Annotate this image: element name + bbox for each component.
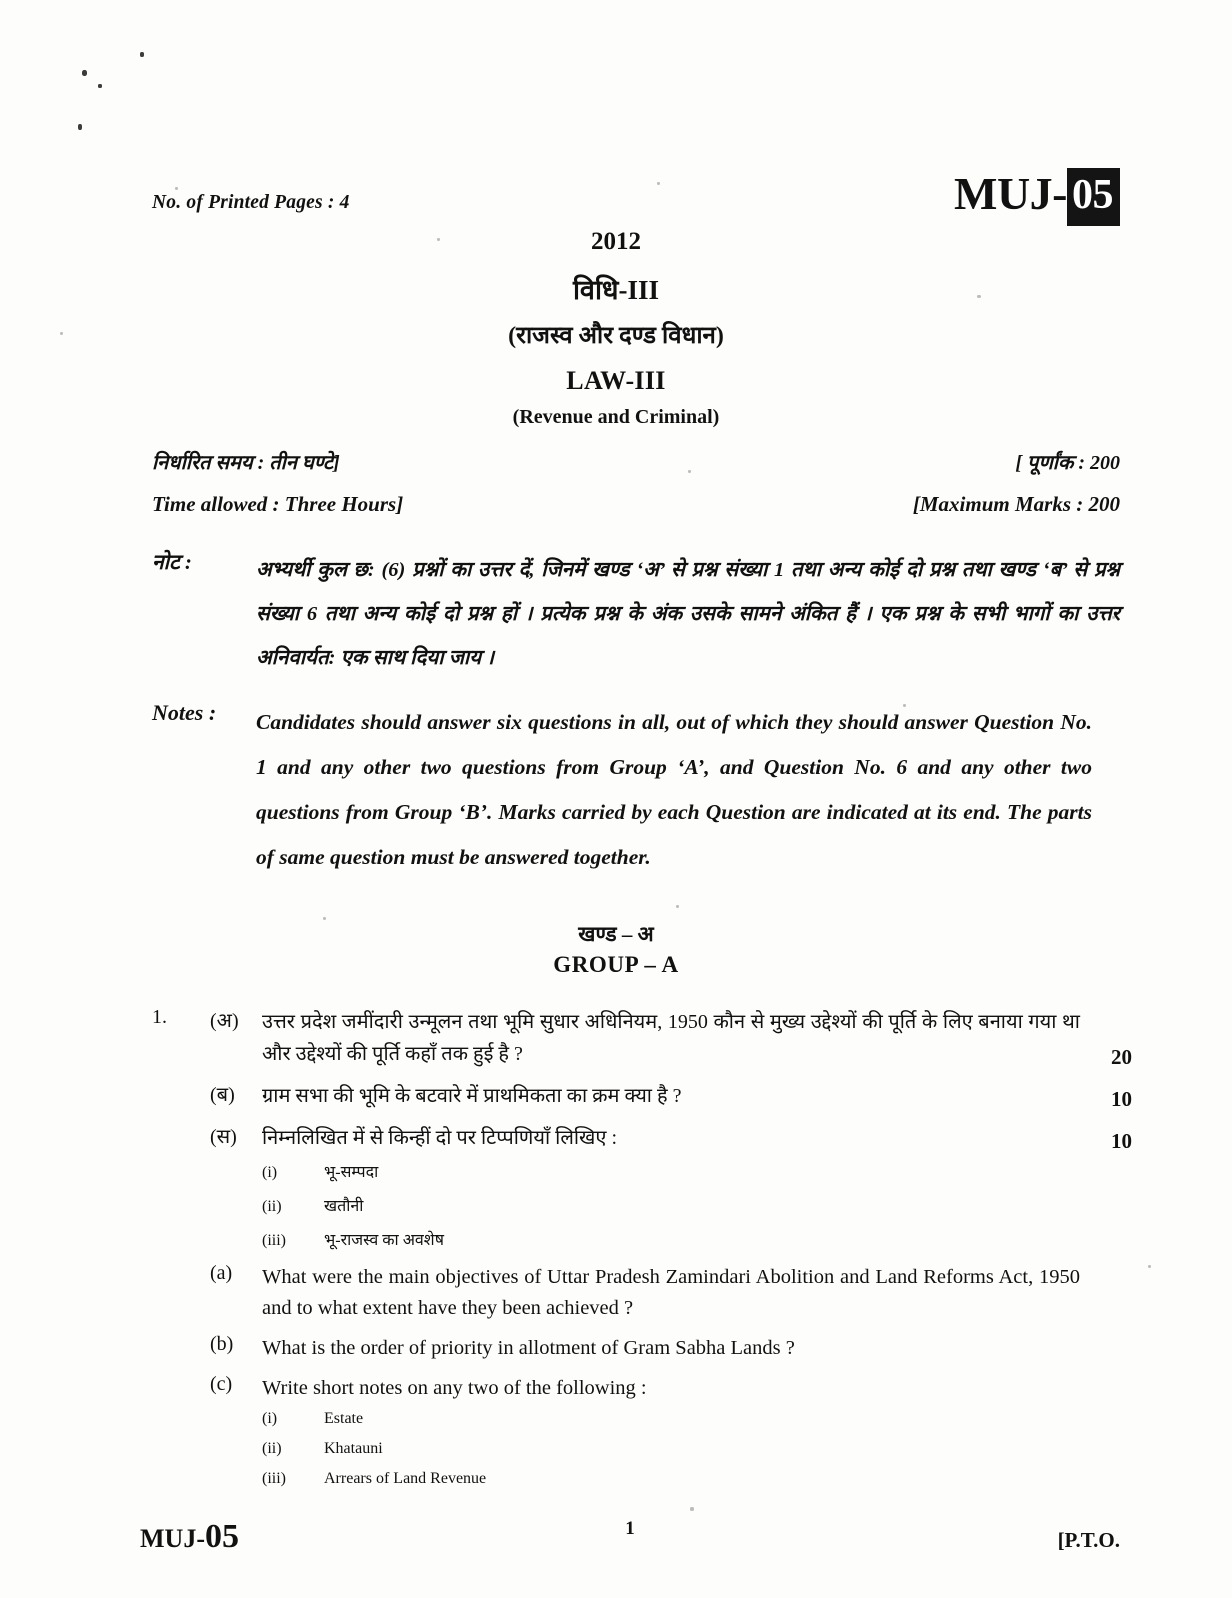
question-1-block [152,1006,1132,1500]
note-english-label: Notes : [152,700,217,725]
note-hindi-label: नोट : [152,550,192,574]
pto-label: [P.T.O. [1057,1528,1120,1552]
subitem-text: Estate [324,1410,364,1427]
question-marks: 10 [1111,1129,1132,1153]
note-hindi-text: अभ्यर्थी कुल छ: (6) प्रश्नों का उत्तर दें, जिनमें खण्ड ‘अ’ से प्रश्न संख्या 1 तथा अन्य कोई दो प्रश्न तथा खण्ड ‘ब’ से प्रश्न संख्या 6 तथा अन्य कोई दो प्रश्न हों । प्रत्येक प्रश्न के अंक उसके सामने अंकित हैं । एक प्रश्न के सभी भागों का उत्तर अनिवार्यत: एक साथ दिया जाय । [256,559,1120,669]
footer-code-prefix: MUJ- [140,1524,205,1553]
list-item [262,1470,1132,1488]
list-item [262,1194,1132,1216]
question-row [152,1080,1132,1112]
page-footer [140,1518,1120,1556]
list-item [262,1160,1132,1182]
question-row [152,1373,1132,1404]
question-row [152,1333,1132,1364]
english-subitem-list [262,1410,1132,1488]
question-row [152,1122,1132,1154]
list-item [262,1228,1132,1250]
maximum-marks-english: [Maximum Marks : 200 [912,492,1120,516]
time-marks-english-row [152,492,1120,517]
question-number: 1. [152,1006,167,1028]
subject-title-hindi: विधि-III [572,275,660,305]
group-heading-hindi: खण्ड – अ [578,922,654,946]
question-part-label: (b) [210,1333,234,1355]
hindi-subitem-list [262,1160,1132,1250]
question-part-text: निम्नलिखित में से किन्हीं दो पर टिप्पणियाँ लिखिए : [262,1127,618,1149]
question-row [152,1006,1132,1070]
question-marks: 20 [1111,1045,1132,1069]
list-item [262,1440,1132,1458]
subitem-roman: (ii) [262,1440,282,1457]
maximum-marks-hindi: [ पूर्णांक : 200 [1015,452,1120,474]
question-part-text: Write short notes on any two of the following : [262,1377,647,1399]
subject-title-english: LAW-III [566,366,666,395]
paper-code [954,168,1120,226]
time-allowed-hindi: निर्धारित समय : तीन घण्टे] [152,452,340,474]
subitem-roman: (iii) [262,1232,286,1249]
question-part-label: (स) [210,1126,237,1148]
question-part-text: What were the main objectives of Uttar Pradesh Zamindari Abolition and Land Reforms Act, 1950 and to what extent have they been achieved ? [262,1266,1080,1319]
question-part-label: (c) [210,1373,233,1395]
subitem-text: भू-सम्पदा [324,1164,379,1181]
subject-subtitle-hindi: (राजस्व और दण्ड विधान) [508,323,724,349]
question-row [152,1262,1132,1324]
question-part-text: ग्राम सभा की भूमि के बटवारे में प्राथमिकता का क्रम क्या है ? [262,1085,682,1107]
paper-code-number: 05 [1067,168,1120,226]
subitem-roman: (i) [262,1164,278,1181]
subitem-roman: (ii) [262,1198,282,1215]
note-english-text: Candidates should answer six questions in all, out of which they should answer Question No. 1 and any other two questions from Group ‘A’, and Question No. 6 and any other two questions from Group ‘B’. Marks carried by each Question are indicated at its end. The parts of same question must be answered together. [256,710,1092,869]
subitem-text: भू-राजस्व का अवशेष [324,1232,444,1249]
paper-code-prefix: MUJ- [954,168,1067,219]
note-hindi [152,548,1120,680]
question-marks: 10 [1111,1087,1132,1111]
list-item [262,1410,1132,1428]
question-part-label: (ब) [210,1084,235,1106]
exam-year: 2012 [591,228,641,255]
subitem-roman: (iii) [262,1470,286,1487]
subitem-text: Arrears of Land Revenue [324,1470,487,1487]
note-english [152,700,1092,880]
time-allowed-english: Time allowed : Three Hours] [152,492,404,516]
question-part-label: (अ) [210,1010,239,1032]
question-part-text: What is the order of priority in allotment of Gram Sabha Lands ? [262,1337,795,1359]
subject-subtitle-english: (Revenue and Criminal) [512,406,720,428]
page-number: 1 [625,1518,635,1539]
printed-pages-label: No. of Printed Pages : 4 [152,192,350,213]
group-heading-english: GROUP – A [553,952,679,977]
time-marks-hindi-row [152,448,1120,475]
question-part-text: उत्तर प्रदेश जमींदारी उन्मूलन तथा भूमि सुधार अधिनियम, 1950 कौन से मुख्य उद्देश्यों की पूर्ति के लिए बनाया गया था और उद्देश्यों की पूर्ति कहाँ तक हुई है ? [262,1011,1080,1065]
footer-code-number: 05 [204,1518,239,1555]
subitem-text: खतौनी [324,1198,364,1215]
question-part-label: (a) [210,1262,233,1284]
subitem-text: Khatauni [324,1440,383,1457]
subitem-roman: (i) [262,1410,278,1427]
